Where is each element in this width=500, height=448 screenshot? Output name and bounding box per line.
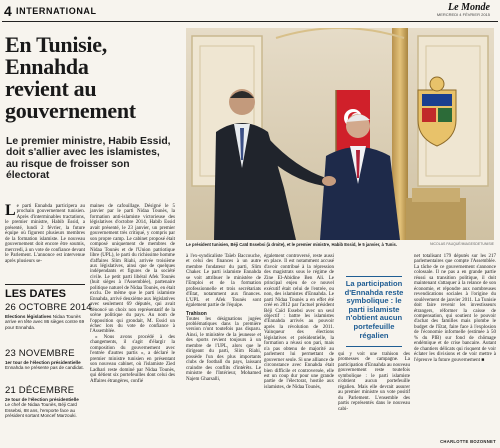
date-detail: Le chef de Nidaa Tounès, Béji Caïd Essebsi, 88 ans, l'emporte face au président sortant Moncef Marzouki. [5, 402, 77, 419]
date-event: 1er tour de l'élection présidentielle [5, 360, 81, 365]
date-event: Elections législatives [5, 314, 52, 319]
column-text: e parti Ennahda participera au prochain gouvernement tunisien. Après d'interminables tractations, le premier ministre, Habib Essid, a présenté, lundi 2 février, la future équipe où figurent plusieurs membres de la formation islamiste. Le nouveau gouvernement doit encore être soumis, mercredi, à un vote de confiance devant le Parlement. L'annonce est intervenue après plusieurs se- [5, 204, 85, 264]
column-text: Toutes les désignations jugées problématiques dans la première version n'ont toutefois pas disparu. Ainsi, le ministère de la jeunesse et des sports revient toujours à un membre de l'UPL, alors que le dirigeant du parti, Slim Riahi, possède l'un des plus importants clubs de football du pays, laissant craindre des conflits d'intérêts. Le ministre de l'Intérieur, Mohamed Najem Gharsalli, [186, 316, 261, 382]
headline-line: Ennahda [5, 54, 89, 79]
pull-quote: La participation d'Ennahda reste symbolique : le parti islamiste n'obtient aucun portefeuille régalien [344, 279, 404, 340]
date-detail: Ennahda ne présente pas de candidat. [5, 365, 84, 371]
article-column-6 [414, 254, 496, 363]
masthead-logo: Le Monde [448, 2, 490, 13]
headline-line: revient au [5, 76, 97, 101]
date-heading: 23 NOVEMBRE [5, 348, 75, 359]
column-quote-text: « Nous avons procédé à des changements, il s'agit d'élargir la composition du gouvernement avec l'entrée d'autres partis », a déclaré le premier ministre tunisien en présentant son nouveau cabinet, où l'islamiste Zied Ladhari reste dominé par Nidaa Tounès, qui détient six portefeuilles dont celui des Affaires étrangères, confié [90, 334, 175, 384]
dates-rule [5, 284, 85, 285]
article-column-4 [264, 254, 334, 390]
date-heading: 21 DÉCEMBRE [5, 385, 75, 396]
caption-text: Le président tunisien, Béji Caïd Essebsi (à droite), et le premier ministre, Habib Essid, le 5 janvier, à Tunis. [186, 242, 397, 247]
date-body [5, 360, 85, 371]
drop-cap: L [5, 202, 16, 219]
article-photo [186, 28, 494, 240]
section-label: INTERNATIONAL [16, 6, 97, 16]
column-text: maines de cafouillage. Désigné le 5 janvier par le parti Nidaa Tounès, la formation anti-islamiste victorieuse des législatives d'octobre 2014, Habib Essid avait présenté, le 23 janvier, un premier gouvernement très critiqué, y compris par son propre camp. Le cabinet proposé était composé uniquement de membres de Nidaa Tounès et de l'Union patriotique libre (UPL), le parti du richissime homme d'affaires Slim Riahi, arrivée troisième aux législatives, ainsi que de quelques indépendants et figures de la société civile. Le petit parti libéral Afek Tounès (huit sièges à l'Assemblée), partenaire politique naturel de Nidaa Tounès, en était exclu. De même que le parti islamiste Ennahda, arrivé deuxième aux législatives avec seulement 69 députés, qui avait dénoncé un choix non représentatif de la scène politique du pays. Au nom de l'opposition qui grondait, M. Essid un échec lors du vote de confiance à l'Assemblée. [90, 204, 175, 335]
subhead: Trahison [186, 310, 207, 317]
page-header [0, 0, 500, 22]
author-byline: CHARLOTTE BOZONNET [440, 439, 496, 444]
page-number: 4 [4, 3, 12, 19]
headline [5, 34, 175, 122]
date-body [5, 397, 85, 419]
date-body [5, 314, 85, 330]
column-text: également controversé, reste aussi en place. Il est notamment accusé d'avoir contribué à la répression des magistrats sous le régime de Zine El-Abidine Ben Ali. Le principal enjeu de ce nouvel exécutif était celui de l'entrée, ou non, des islamistes d'Ennahda. Le parti Nidaa Tounès a en effet été créé en 2012 par l'actuel président Béji Caïd Essebsi avec un seul objectif : battre les islamistes d'Ennahda arrivés au pouvoir après la révolution de 2011. Vainqueur des élections législatives et présidentielle, la formation a réussi son pari, mais n'a pas obtenu de majorité au parlement lui permettant de gouverner seule. Si une alliance de circonstance avec Ennahda était bien difficile et controversée, elle est un coup dur pour une grande partie de l'électorat, hostile aux islamistes, de Nidaa Tounès, [264, 254, 334, 390]
column-text: à l'ex-syndicaliste Taïeb Baccouche, et celui des finances à un autre membre fondateur du parti, Slim Chaker. Le parti islamiste Ennahda se voit attribuer le ministère de l'Emploi et de la formation professionnelle et trois secrétariats d'Etat, notamment aux finances. L'UPL et Afek Tounès sont également partie de l'équipe. [186, 254, 261, 309]
article-column-2 [90, 204, 175, 384]
article-column-3 [186, 254, 261, 382]
article-column-5 [338, 352, 410, 412]
article-column-1 [5, 204, 85, 264]
photo-credit: NICOLAS FAUQUÉ/IMAGESDETUNISIE [430, 242, 494, 246]
date-event: 2e tour de l'élection présidentielle [5, 397, 79, 402]
article-deck: Le premier ministre, Habib Essid, doit s'allier avec les islamistes, au risque de froisser son électorat [6, 136, 171, 182]
date-detail: Nidaa Tounès arrive en tête avec 86 sièges contre 69 pour Ennahda. [5, 314, 85, 330]
date-heading: 26 OCTOBRE 2014 [5, 302, 92, 313]
headline-line: En Tunisie, [5, 32, 107, 57]
issue-date: MERCREDI 4 FÉVRIER 2015 [436, 12, 490, 17]
headline-line: gouvernement [5, 98, 136, 123]
pullquote-rule [346, 276, 402, 277]
header-rule [2, 21, 498, 22]
pullquote-rule [346, 346, 402, 347]
dates-title: LES DATES [5, 288, 66, 300]
column-text: net totalisant 179 députés sur les 217 parlementaires que compte l'Assemblée. La tâche de ce gouvernement s'annonce colossale. Il ne pas a en grande partie réussi sa transition politique, il doit maintenant s'attaquer à la relance de son économie, et répondre aux nombreuses revendications sociales à l'origine du soulèvement de janvier 2011. La Tunisie doit faire revenir les investisseurs étrangers, réformer la caisse de compensation, qui soutient le pouvoir d'achat des familles mais plombe le budget de l'Etat, faire face à l'explosion de l'économie informelle (estimée à 50 % du PIB) sur fond de chômage endémique et de crise bancaire. Autant de chantiers délicats qui risquent de voir éclater les divisions et de voir mettre à l'épreuve la future gouvernement ■ [414, 254, 496, 363]
column-text: qui y voit une trahison des promesses de campagne. La participation d'Ennahda au nouveau gouvernement reste toutefois symbolique : le parti islamiste n'obtient aucun portefeuille régalien. Mais elle devrait assurer au premier ministre un vote positif du Parlement. L'ensemble des partis représentés dans le nouveau cabi- [338, 352, 410, 412]
photo-illustration [186, 28, 494, 240]
